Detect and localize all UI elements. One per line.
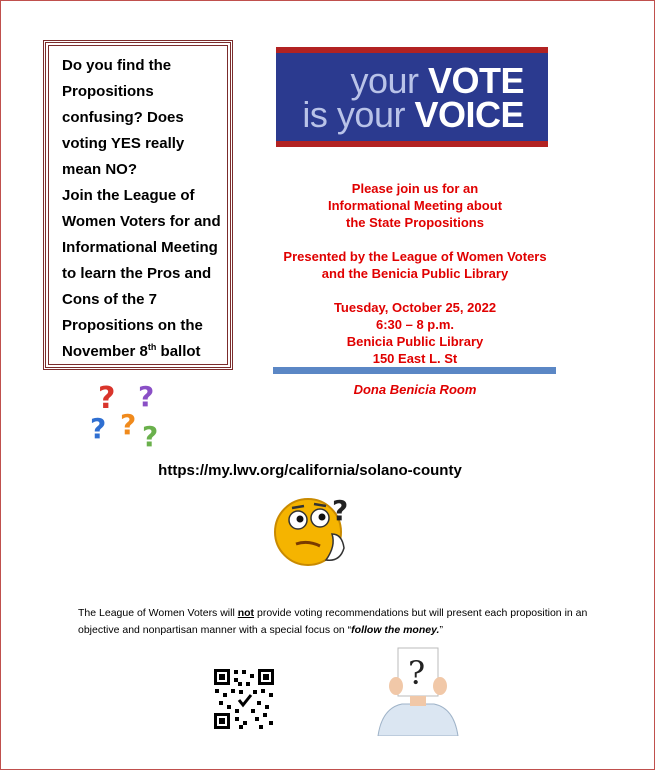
presenter-block: [270, 248, 560, 282]
invite-line-2: Informational Meeting about: [327, 198, 503, 213]
banner-soft-2: is your: [302, 94, 415, 135]
question-box: [43, 40, 233, 370]
event-time: 6:30 – 8 p.m.: [375, 317, 455, 332]
event-date: Tuesday, October 25, 2022: [333, 300, 497, 315]
svg-text:?: ?: [408, 654, 426, 692]
disclaimer-post: ”: [439, 624, 443, 636]
disclaimer-emphasis: not: [237, 607, 255, 619]
svg-text:?: ?: [98, 381, 116, 416]
event-room: Dona Benicia Room: [353, 382, 477, 397]
disclaimer-pre: The League of Women Voters will: [78, 607, 238, 619]
event-address: 150 East L. St: [372, 351, 458, 366]
banner-soft-1: your: [350, 60, 428, 101]
vote-banner: [276, 47, 548, 147]
disclaimer-text: [78, 605, 598, 639]
qr-code-icon[interactable]: [213, 668, 275, 730]
presenter-line-1: Presented by the League of Women Voters: [283, 249, 547, 264]
ordinal-suffix: th: [147, 342, 157, 352]
banner-hard-1: VOTE: [427, 60, 524, 101]
website-link[interactable]: https://my.lwv.org/california/solano-county: [158, 462, 462, 479]
svg-text:?: ?: [332, 494, 349, 527]
person-holding-question-sign-icon: [368, 646, 468, 736]
disclaimer-follow-money: follow the money.: [351, 624, 440, 636]
svg-text:?: ?: [120, 408, 137, 441]
colorful-question-marks-icon: [88, 380, 178, 450]
banner-hard-2: VOICE: [414, 94, 524, 135]
divider-rule: [273, 367, 556, 374]
invitation-text: [62, 183, 224, 365]
question-text: Do you find the Propositions confusing? Does voting YES really mean NO?: [62, 57, 185, 178]
invite-line-3: the State Propositions: [346, 215, 484, 230]
presenter-line-2: and the Benicia Public Library: [321, 266, 509, 281]
svg-text:?: ?: [138, 380, 155, 413]
event-details: [270, 299, 560, 367]
invite-line-1: Please join us for an: [351, 181, 479, 196]
invitation-main: Join the League of Women Voters for and Informational Meeting to learn the Pros and Cons of the 7 Propositions on the November 8: [62, 187, 221, 360]
invitation-end: ballot: [156, 343, 201, 360]
svg-text:?: ?: [90, 412, 107, 445]
event-venue: Benicia Public Library: [346, 334, 484, 349]
disclaimer-mid: provide voting recommendations but will present each proposition in an objective and nonpartisan manner with a special focus on “: [78, 607, 588, 636]
invite-block: [270, 180, 560, 231]
banner-line-2: [302, 94, 524, 135]
thinking-emoji-icon: [270, 490, 365, 570]
question-box-text: [62, 53, 224, 365]
svg-text:?: ?: [142, 420, 159, 450]
